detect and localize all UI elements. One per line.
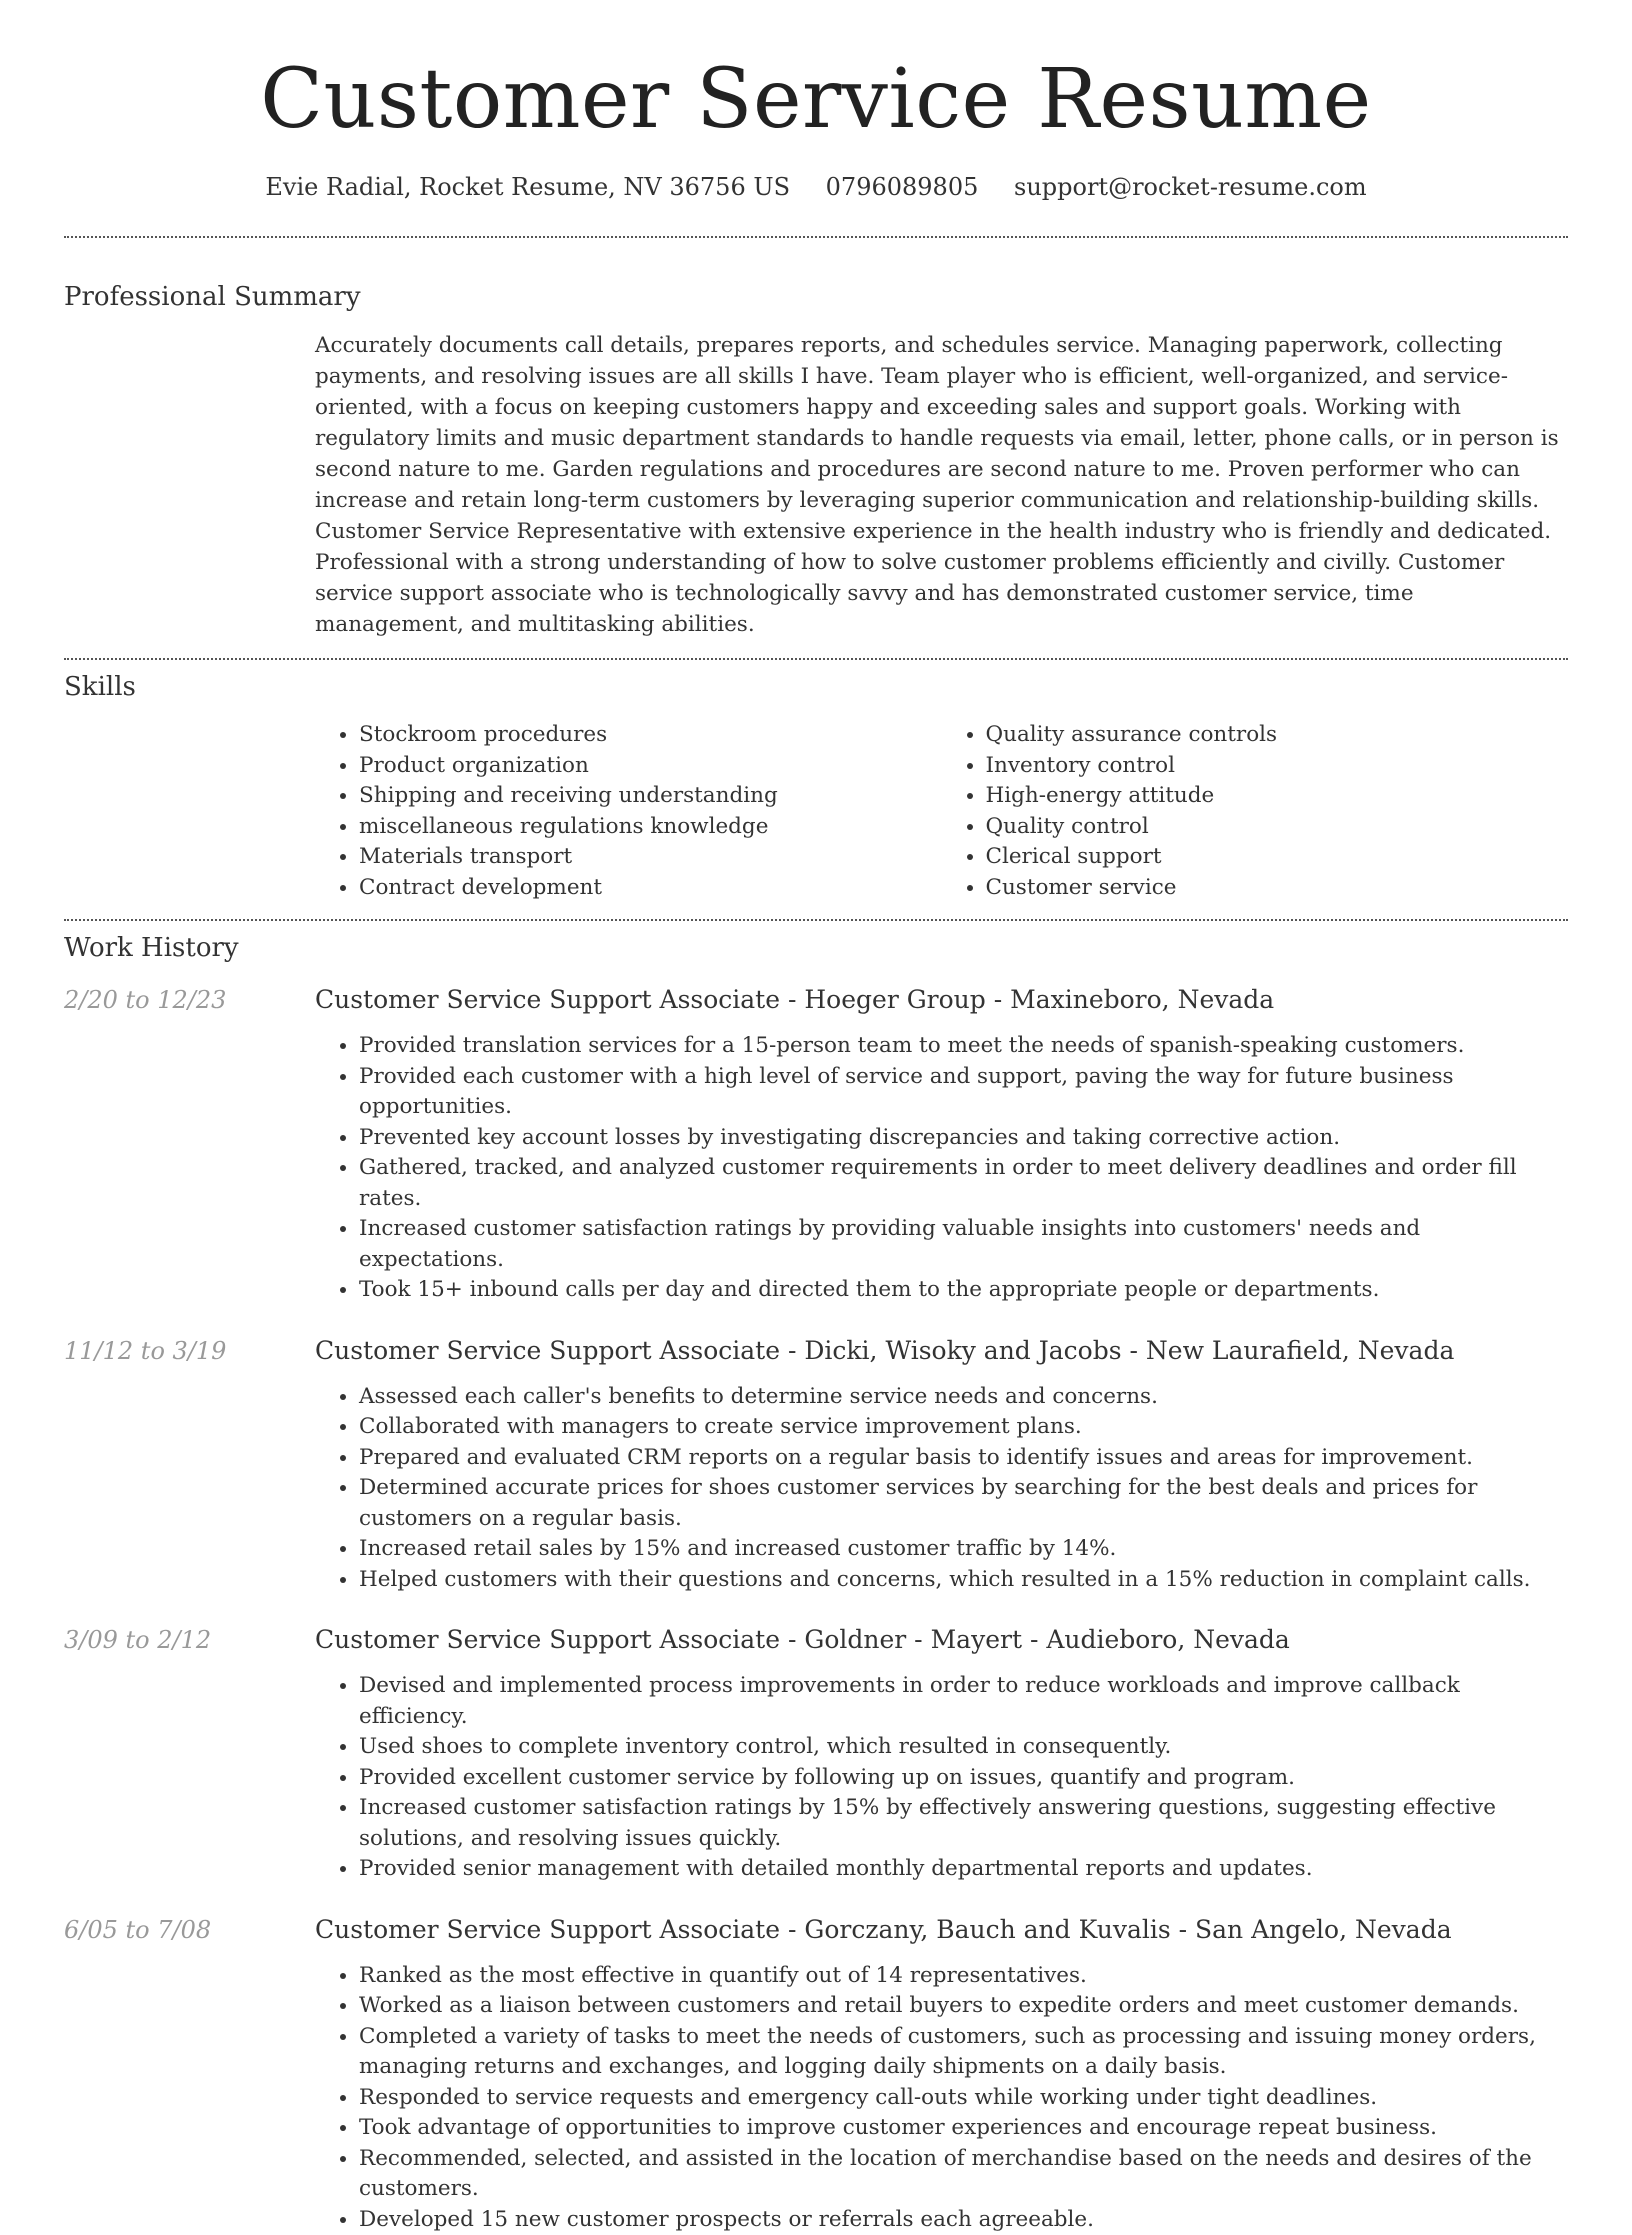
- job-bullet: • Worked as a liaison between customers and retail buyers to expedite orders and meet customer demands.: [359, 1991, 1568, 2022]
- job-bullet: • Helped customers with their questions and concerns, which resulted in a 15% reduction in complaint calls.: [359, 1565, 1568, 1596]
- job-bullet: • Ranked as the most effective in quantify out of 14 representatives.: [359, 1961, 1568, 1992]
- contact-line: [64, 172, 1568, 202]
- job-entry: [64, 1336, 1568, 1596]
- skills-list: [315, 720, 1568, 903]
- job-bullet: • Developed 15 new customer prospects or referrals each agreeable.: [359, 2205, 1568, 2235]
- skill-item: • Customer service: [986, 873, 1569, 904]
- job-bullet: • Provided excellent customer service by following up on issues, quantify and program.: [359, 1763, 1568, 1794]
- skill-item: • miscellaneous regulations knowledge: [359, 812, 942, 843]
- job-title: Customer Service Support Associate - Gorczany, Bauch and Kuvalis - San Angelo, Nevada: [315, 1915, 1568, 1945]
- work-history-list: [64, 985, 1568, 2235]
- job-bullet: • Prevented key account losses by investigating discrepancies and taking corrective action.: [359, 1123, 1568, 1154]
- job-dates: 2/20 to 12/23: [64, 985, 315, 1306]
- job-dates: 3/09 to 2/12: [64, 1625, 315, 1885]
- job-bullet: • Recommended, selected, and assisted in the location of merchandise based on the needs and desires of the customers.: [359, 2144, 1568, 2205]
- job-bullet: • Took 15+ inbound calls per day and directed them to the appropriate people or departments.: [359, 1275, 1568, 1306]
- job-bullet: • Assessed each caller's benefits to determine service needs and concerns.: [359, 1382, 1568, 1413]
- skill-item: • Materials transport: [359, 842, 942, 873]
- job-entry: [64, 1915, 1568, 2235]
- skill-item: • Inventory control: [986, 751, 1569, 782]
- job-bullet: • Determined accurate prices for shoes customer services by searching for the best deals and prices for customers on a regular basis.: [359, 1473, 1568, 1534]
- job-bullet: • Used shoes to complete inventory control, which resulted in consequently.: [359, 1732, 1568, 1763]
- job-bullet: • Gathered, tracked, and analyzed customer requirements in order to meet delivery deadlines and order fill rates.: [359, 1153, 1568, 1214]
- skill-item: • Shipping and receiving understanding: [359, 781, 942, 812]
- skill-item: • Clerical support: [986, 842, 1569, 873]
- job-title: Customer Service Support Associate - Dicki, Wisoky and Jacobs - New Laurafield, Nevada: [315, 1336, 1568, 1366]
- skill-item: • Contract development: [359, 873, 942, 904]
- skills-column-right: [942, 720, 1569, 903]
- section-divider: [64, 919, 1568, 921]
- job-bullet: • Took advantage of opportunities to improve customer experiences and encourage repeat business.: [359, 2113, 1568, 2144]
- job-entry: [64, 1625, 1568, 1885]
- job-details: [315, 1915, 1568, 2235]
- contact-email[interactable]: support@rocket-resume.com: [1014, 173, 1367, 201]
- job-bullet: • Increased retail sales by 15% and increased customer traffic by 14%.: [359, 1534, 1568, 1565]
- job-bullets: [315, 1382, 1568, 1596]
- job-bullets: [315, 1671, 1568, 1885]
- job-details: [315, 1336, 1568, 1596]
- job-bullet: • Provided each customer with a high level of service and support, paving the way for future business opportunities.: [359, 1062, 1568, 1123]
- skill-item: • Quality control: [986, 812, 1569, 843]
- job-bullet: • Increased customer satisfaction ratings by 15% by effectively answering questions, suggesting effective solutions, and resolving issues quickly.: [359, 1793, 1568, 1854]
- job-title: Customer Service Support Associate - Goldner - Mayert - Audieboro, Nevada: [315, 1625, 1568, 1655]
- job-dates: 11/12 to 3/19: [64, 1336, 315, 1596]
- job-dates: 6/05 to 7/08: [64, 1915, 315, 2235]
- job-bullets: [315, 1031, 1568, 1306]
- resume-title: Customer Service Resume: [64, 52, 1568, 148]
- job-title: Customer Service Support Associate - Hoeger Group - Maxineboro, Nevada: [315, 985, 1568, 1015]
- work-history-heading: Work History: [64, 931, 1568, 965]
- contact-phone: 0796089805: [826, 173, 979, 201]
- resume-page: [64, 0, 1568, 2235]
- job-bullet: • Completed a variety of tasks to meet the needs of customers, such as processing and issuing money orders, managing returns and exchanges, and logging daily shipments on a daily basis.: [359, 2022, 1568, 2083]
- job-bullet: • Provided translation services for a 15-person team to meet the needs of spanish-speaking customers.: [359, 1031, 1568, 1062]
- section-divider: [64, 658, 1568, 660]
- job-details: [315, 985, 1568, 1306]
- skill-item: • Stockroom procedures: [359, 720, 942, 751]
- job-bullet: • Responded to service requests and emergency call-outs while working under tight deadlines.: [359, 2083, 1568, 2114]
- job-entry: [64, 985, 1568, 1306]
- job-bullet: • Increased customer satisfaction ratings by providing valuable insights into customers' needs and expectations.: [359, 1214, 1568, 1275]
- section-divider: [64, 236, 1568, 238]
- contact-address: Evie Radial, Rocket Resume, NV 36756 US: [265, 173, 790, 201]
- job-bullet: • Collaborated with managers to create service improvement plans.: [359, 1412, 1568, 1443]
- job-bullets: [315, 1961, 1568, 2235]
- job-details: [315, 1625, 1568, 1885]
- skill-item: • Product organization: [359, 751, 942, 782]
- skills-column-left: [315, 720, 942, 903]
- job-bullet: • Provided senior management with detailed monthly departmental reports and updates.: [359, 1854, 1568, 1885]
- summary-text: Accurately documents call details, prepares reports, and schedules service. Managing paperwork, collecting payments, and resolving issues are all skills I have. Team player who is efficient, well-organized, and service-oriented, with a focus on keeping customers happy and exceeding sales and support goals. Working with regulatory limits and music department standards to handle requests via email, letter, phone calls, or in person is second nature to me. Garden regulations and procedures are second nature to me. Proven performer who can increase and retain long-term customers by leveraging superior communication and relationship-building skills. Customer Service Representative with extensive experience in the health industry who is friendly and dedicated. Professional with a strong understanding of how to solve customer problems efficiently and civilly. Customer service support associate who is technologically savvy and has demonstrated customer service, time management, and multitasking abilities.: [315, 330, 1568, 640]
- job-bullet: • Devised and implemented process improvements in order to reduce workloads and improve callback efficiency.: [359, 1671, 1568, 1732]
- job-bullet: • Prepared and evaluated CRM reports on a regular basis to identify issues and areas for improvement.: [359, 1443, 1568, 1474]
- summary-heading: Professional Summary: [64, 280, 1568, 314]
- skills-heading: Skills: [64, 670, 1568, 704]
- skill-item: • High-energy attitude: [986, 781, 1569, 812]
- skill-item: • Quality assurance controls: [986, 720, 1569, 751]
